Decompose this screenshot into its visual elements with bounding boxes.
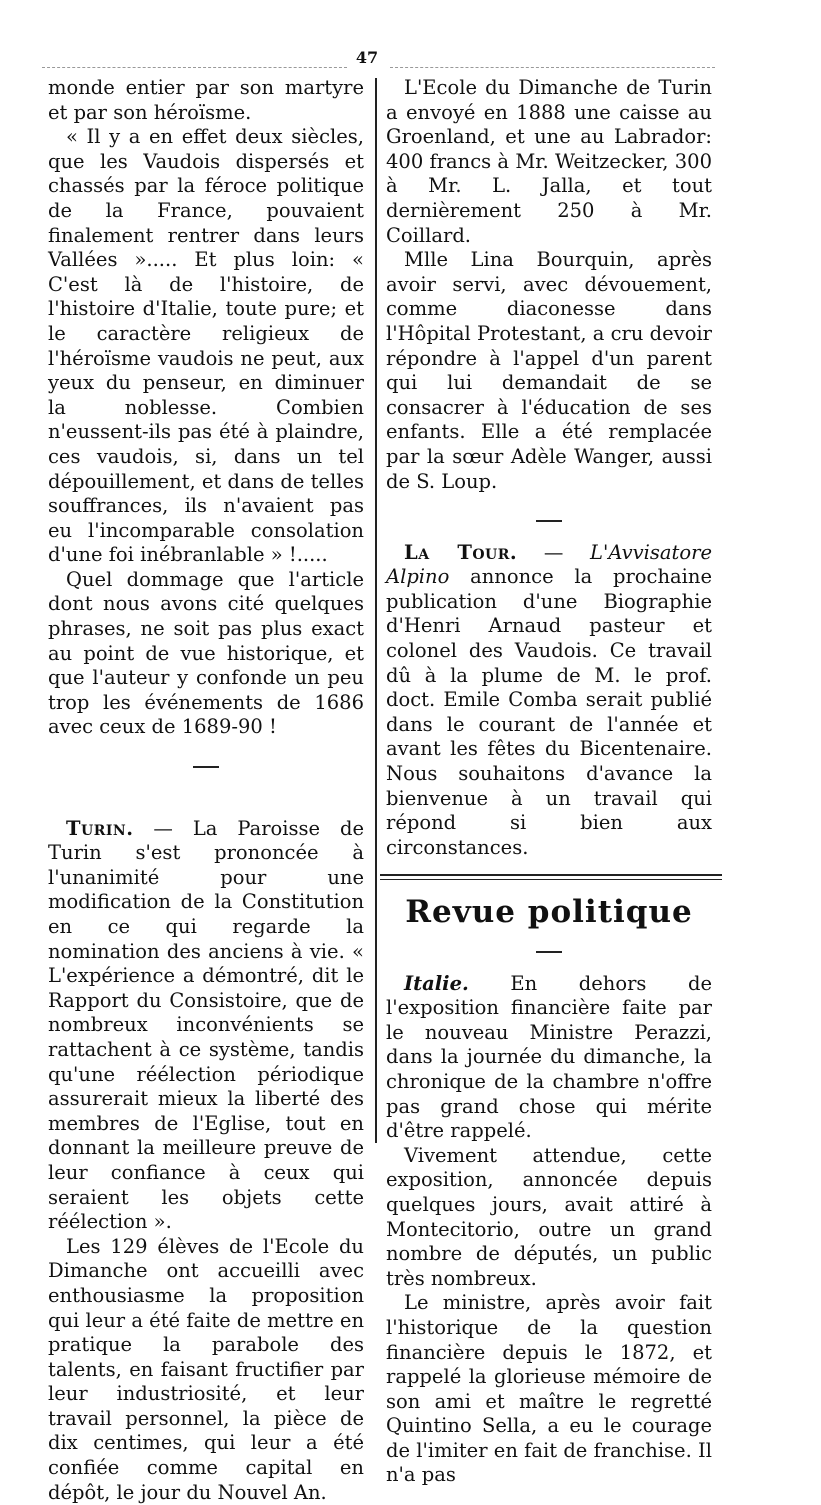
paragraph: L'Ecole du Dimanche de Turin a envoyé en 1888 une caisse au Groenland, et une au Labrador: 400 francs à Mr. Weitzecker, 300 à Mr. L. Jalla, et tout dernièrement 250 à Mr. Coillard.: [386, 76, 712, 247]
country-heading: Italie.: [404, 971, 469, 995]
newspaper-title: L'Avvisatore Alpino: [386, 540, 712, 589]
header-rule-right: [390, 67, 715, 68]
paragraph: Quel dommage que l'article dont nous avons cité quelques phrases, ne soit pas plus exact au point de vue historique, et que l'auteur y confonde un peu trop les événements de 1686 avec ceux de 1689-90 !: [48, 567, 364, 739]
paragraph: La Tour. — L'Avvisatore Alpino annonce la prochaine publication d'une Biographie d'Henri Arnaud pasteur et colonel des Vaudois. Ce travail dû à la plume de M. le prof. doct. Emile Comba serait publié dans le courant de l'année et avant les fêtes du Bicentenaire. Nous souhaitons d'avance la bienvenue à un travail qui répond si bien aux circonstances.: [386, 540, 712, 859]
paragraph: Italie. En dehors de l'exposition financière faite par le nouveau Ministre Perazzi, dans la journée du dimanche, la chronique de la chambre n'offre pas grand chose qui mérite d'être rappelé.: [386, 971, 712, 1143]
paragraph: Vivement attendue, cette exposition, annoncée depuis quelques jours, avait attiré à Montecitorio, outre un grand nombre de députés, un public très nombreux.: [386, 1143, 712, 1290]
separator: [386, 504, 712, 529]
paragraph: « Il y a en effet deux siècles, que les Vaudois dispersés et chassés par la féroce politique de la France, pouvaient finalement rentrer dans leurs Vallées »..... Et plus loin: « C'est là de l'histoire, de l'histoire d'Italie, toute pure; et le caractère religieux de l'héroïsme vaudois ne peut, aux yeux du penseur, en diminuer la noblesse. Combien n'eussent-ils pas été à plaindre, ces vaudois, si, dans un tel dépouillement, et dans de telles souffrances, ils n'avaient pas eu l'incomparable consolation d'une foi inébranlable » !.....: [48, 125, 364, 567]
paragraph: monde entier par son martyre et par son héroïsme.: [48, 76, 364, 124]
separator: [48, 750, 364, 775]
paragraph: Mlle Lina Bourquin, après avoir servi, avec dévouement, comme diaconesse dans l'Hôpital Protestant, a cru devoir répondre à l'appel d'un parent qui lui demandait de se consacrer à l'éducation de ses enfants. Elle a été remplacée par la sœur Adèle Wanger, aussi de S. Loup.: [386, 248, 712, 493]
left-column: [48, 76, 364, 1505]
dateline: Turin.: [66, 816, 134, 840]
section-rule: [380, 874, 722, 880]
column-divider: [375, 78, 377, 1143]
paragraph: Le ministre, après avoir fait l'historique de la question financière depuis le 1872, et rappelé la glorieuse mémoire de son ami et maître le regretté Quintino Sella, a eu le courage de l'imiter en fait de franchise. Il n'a pas: [386, 1291, 712, 1487]
paragraph: Turin. — La Paroisse de Turin s'est prononcée à l'unanimité pour une modification de la Constitution en ce qui regarde la nomination des anciens à vie. « L'expérience a démontré, dit le Rapport du Consistoire, que de nombreux inconvénients se rattachent à ce système, tandis qu'une réélection périodique assurerait mieux la liberté des membres de l'Eglise, tout en donnant la meilleure preuve de leur confiance à ceux qui seraient les objets cette réélection ».: [48, 816, 364, 1234]
right-column: [386, 76, 712, 1488]
header-rule-left: [42, 67, 347, 68]
dateline: La Tour.: [404, 540, 518, 564]
page-number: 47: [355, 48, 379, 67]
separator: [386, 935, 712, 960]
paragraph: Les 129 élèves de l'Ecole du Dimanche ont accueilli avec enthousiasme la proposition qui leur a été faite de mettre en pratique la parabole des talents, en faisant fructifier par leur industriosité, et leur travail personnel, la pièce de dix centimes, qui leur a été confiée comme capital en dépôt, le jour du Nouvel An.: [48, 1234, 365, 1504]
section-title: Revue politique: [405, 894, 693, 931]
